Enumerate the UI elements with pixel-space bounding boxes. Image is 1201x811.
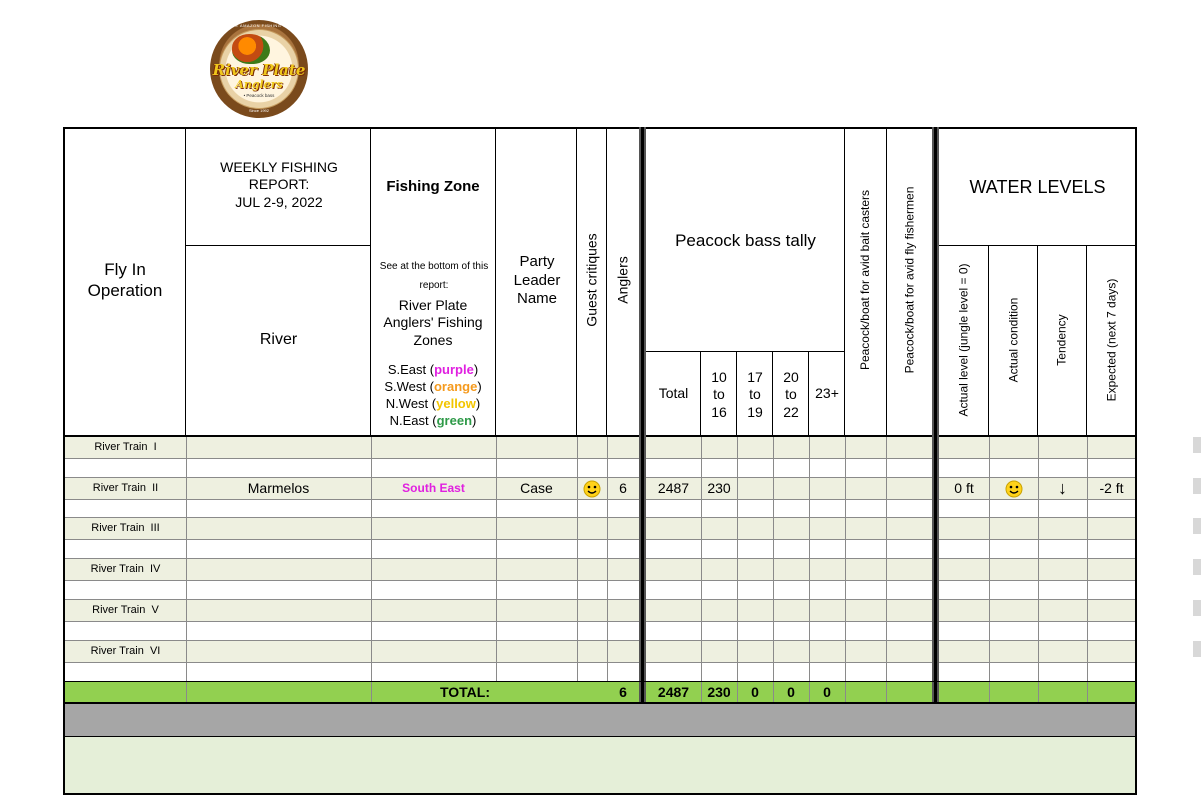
header-actual-level: Actual level (jungle level = 0): [956, 263, 971, 417]
header-range-10-16: 10 to 16: [711, 368, 727, 420]
header-bait-casters: Peacock/boat for avid bait casters: [858, 189, 873, 371]
report-title-text: WEEKLY FISHING REPORT:: [220, 158, 338, 193]
total-range-17-19: 0: [751, 683, 759, 700]
edge-mark-6: [1193, 641, 1201, 657]
row-label-train-5: River Train V: [92, 603, 159, 616]
report-dates: JUL 2-9, 2022: [235, 193, 323, 210]
row-fill-1: [64, 437, 1136, 459]
grey-band: [64, 703, 1136, 737]
report-title: [190, 150, 368, 220]
header-actual-condition: Actual condition: [1006, 297, 1021, 383]
header-total: Total: [658, 385, 689, 402]
header-tendency: Tendency: [1055, 314, 1069, 366]
row2-actual-level: 0 ft: [954, 479, 974, 496]
zone-legend-southeast: S.East (purple): [387, 362, 479, 377]
zone-legend-northeast: N.East (green): [389, 413, 477, 428]
row-label-train-6: River Train VI: [90, 644, 161, 657]
header-water-levels: WATER LEVELS: [969, 176, 1106, 197]
row-label-train-2: River Train II: [92, 481, 159, 494]
row2-critique-smiley-icon: [577, 478, 607, 499]
row2-zone: South East: [402, 481, 465, 495]
header-tally: Peacock bass tally: [675, 231, 816, 251]
header-fishing-zone: Fishing Zone: [386, 177, 480, 195]
header-range-20-22: 20 to 22: [783, 368, 799, 420]
header-fly-fishermen: Peacock/boat for avid fly fishermen: [902, 186, 917, 374]
zone-desc: River Plate Anglers' Fishing Zones: [383, 296, 483, 348]
zone-legend-northwest: N.West (yellow): [385, 396, 481, 411]
row2-range-10-16: 230: [707, 479, 731, 496]
row-label-train-1: River Train I: [94, 440, 157, 453]
edge-mark-4: [1193, 559, 1201, 575]
row-fill-3: [64, 518, 1136, 540]
header-expected: Expected (next 7 days): [1104, 278, 1119, 402]
zone-legend: [371, 361, 495, 429]
header-anglers: Anglers: [615, 256, 631, 304]
river-plate-anglers-logo: EXCLUSIVE AMAZON FISHING COMPANY River Plate Anglers • Peacock bass Since 1992: [210, 20, 308, 118]
edge-mark-3: [1193, 518, 1201, 534]
total-range-23-plus: 0: [823, 683, 831, 700]
header-range-17-19: 17 to 19: [747, 368, 763, 420]
row-label-train-4: River Train IV: [90, 562, 161, 575]
total-range-20-22: 0: [787, 683, 795, 700]
header-guest-critiques: Guest critiques: [584, 233, 600, 327]
row2-condition-smiley-icon: [989, 478, 1038, 499]
row2-total: 2487: [657, 479, 690, 496]
header-range-23-plus: 23+: [815, 385, 839, 402]
row-fill-4: [64, 559, 1136, 581]
bottom-notes-area: [64, 737, 1136, 794]
zone-legend-southwest: S.West (orange): [384, 379, 482, 394]
row2-tendency-arrow-down-icon: ↓: [1058, 478, 1067, 499]
total-label: TOTAL:: [439, 683, 491, 700]
header-party-leader: Party Leader Name: [513, 252, 561, 308]
peacock-bass-icon: [232, 34, 270, 64]
total-row-fill: [64, 682, 1136, 703]
row-fill-5: [64, 600, 1136, 622]
total-anglers: 6: [619, 683, 627, 700]
zone-note: See at the bottom of this report:: [379, 261, 489, 291]
header-operation: Fly In Operation: [87, 259, 163, 300]
row-fill-6: [64, 641, 1136, 663]
row-label-train-3: River Train III: [91, 521, 160, 534]
row2-anglers: 6: [619, 479, 627, 496]
row2-expected: -2 ft: [1099, 479, 1124, 496]
total-total: 2487: [657, 683, 690, 700]
edge-mark-5: [1193, 600, 1201, 616]
row2-leader: Case: [520, 479, 553, 496]
edge-mark-2: [1193, 478, 1201, 494]
header-river: River: [259, 331, 298, 348]
edge-mark-1: [1193, 437, 1201, 453]
row2-river: Marmelos: [247, 479, 310, 496]
total-range-10-16: 230: [707, 683, 731, 700]
